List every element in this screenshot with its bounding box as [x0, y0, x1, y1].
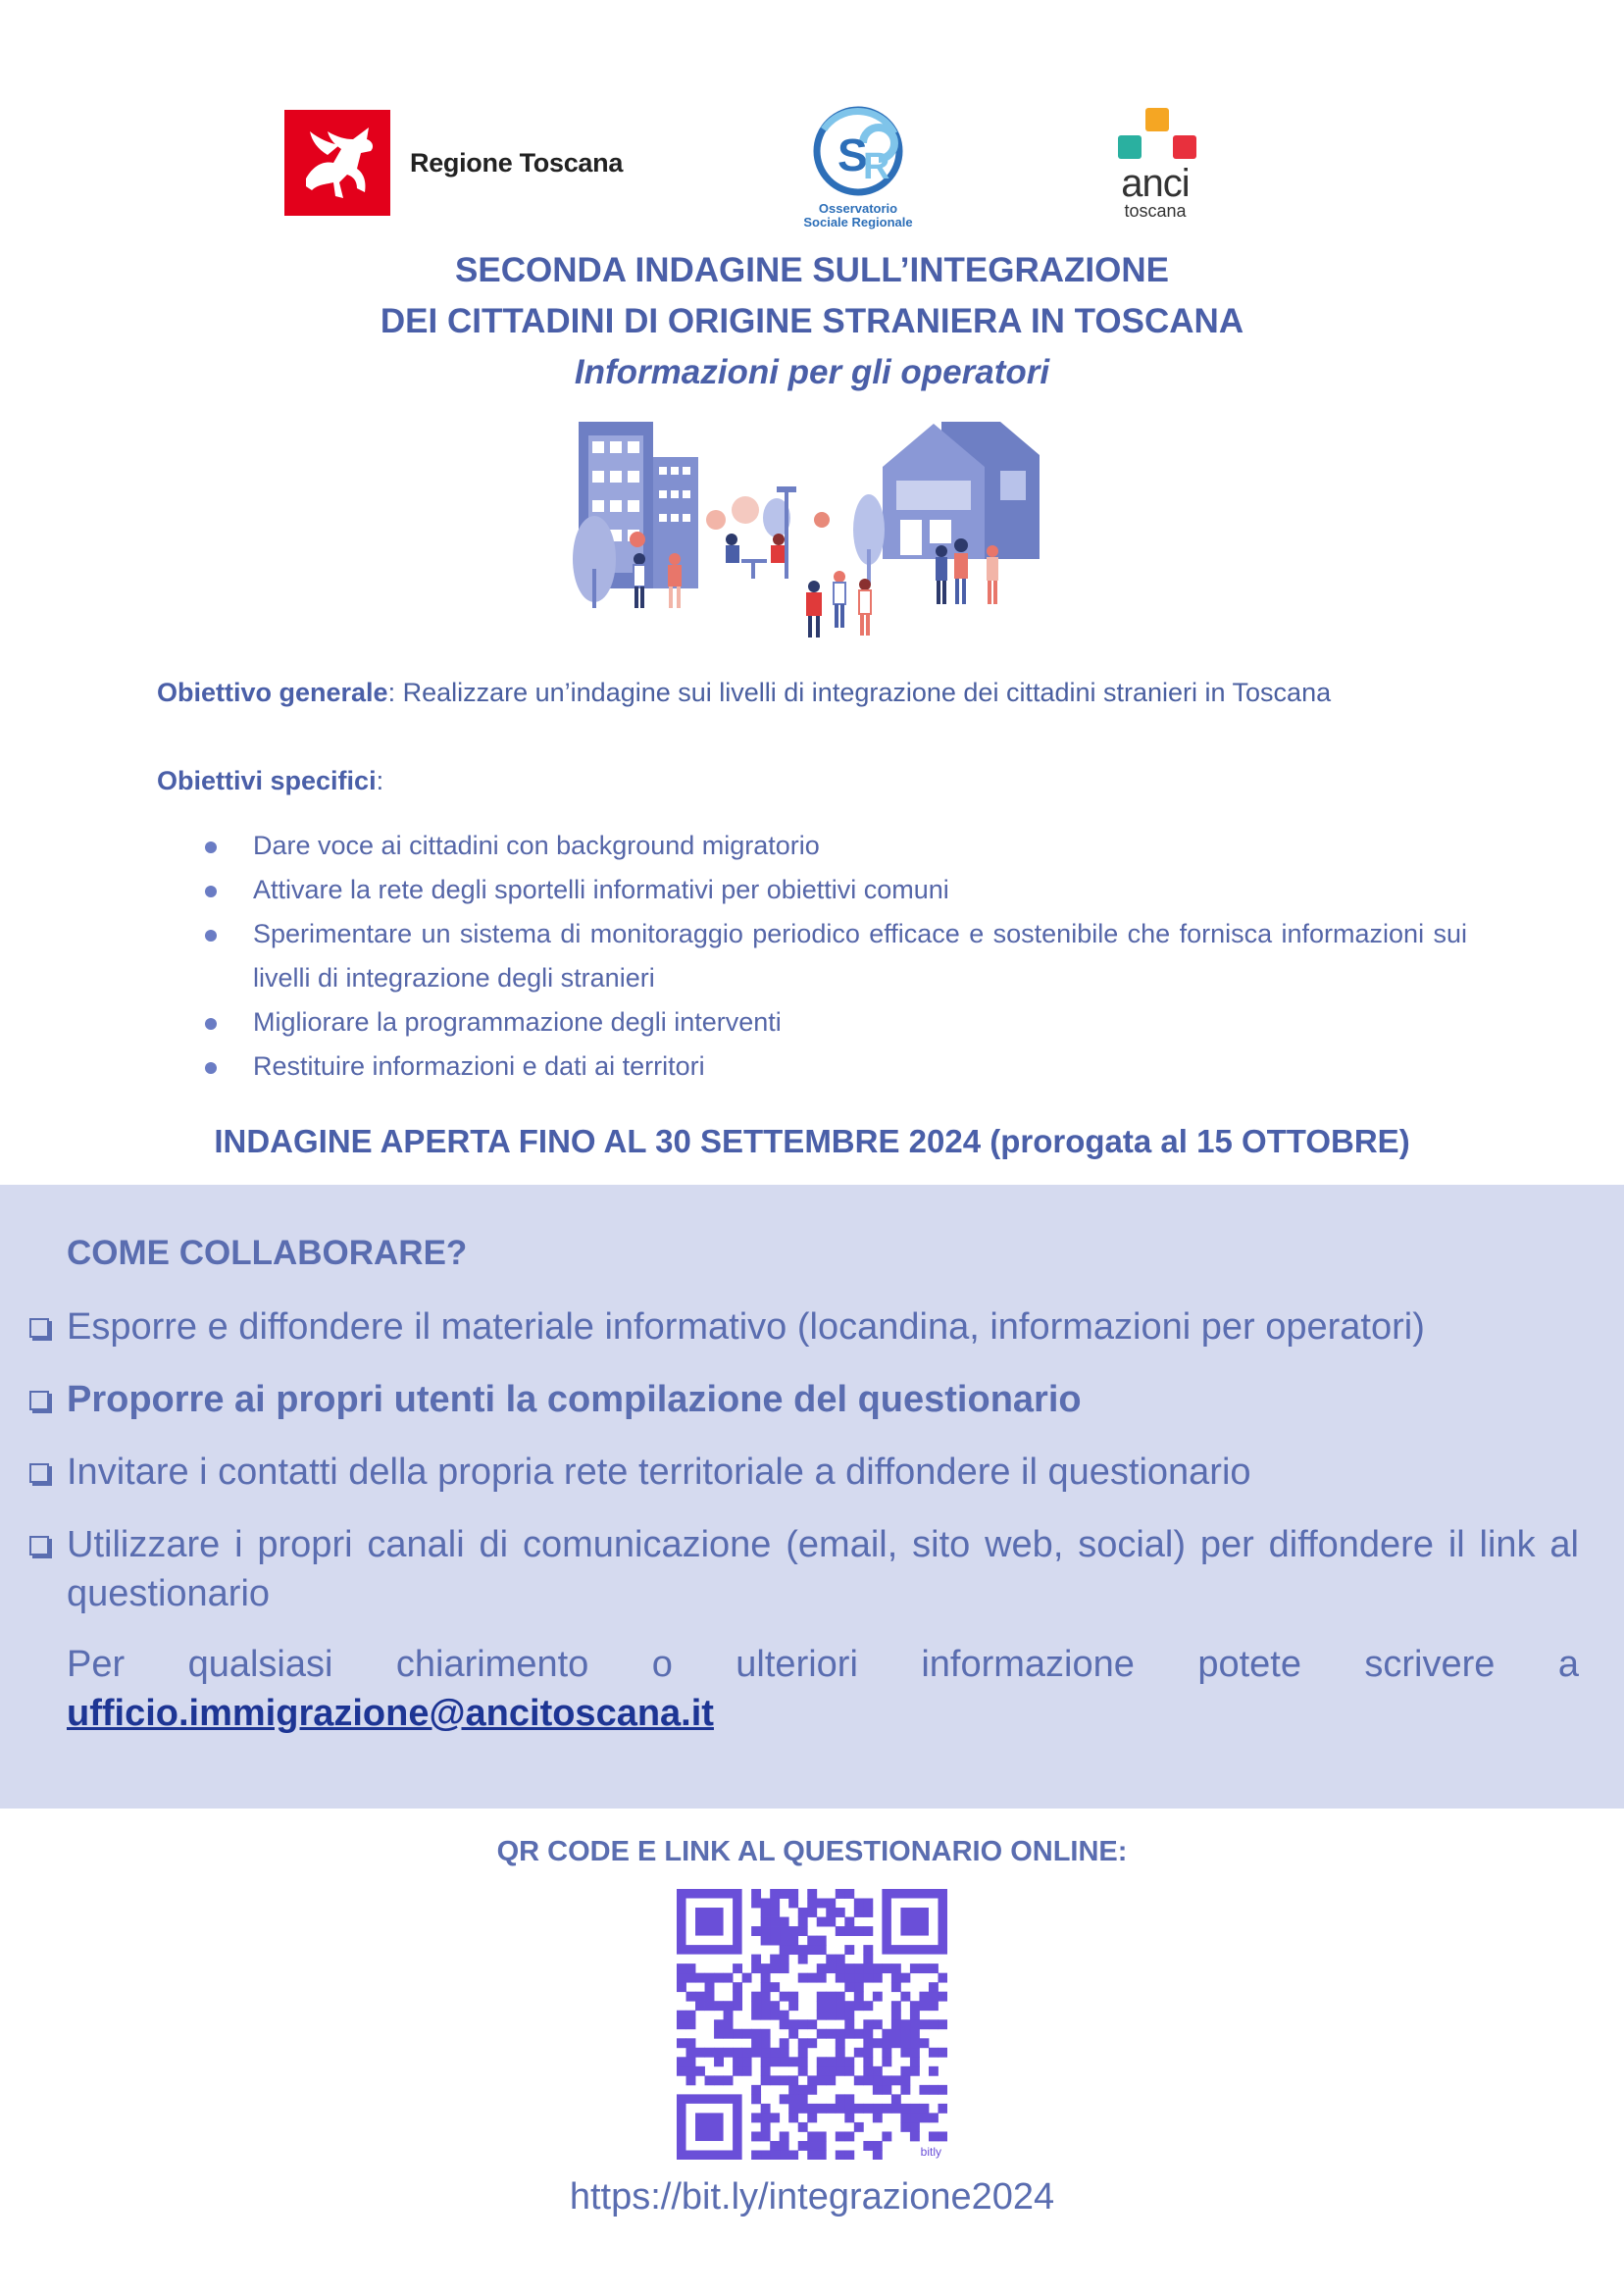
checkbox-bullet-icon [29, 1391, 49, 1410]
specific-objectives-heading: Obiettivi specifici: [157, 766, 384, 795]
regione-toscana-name: Regione Toscana [410, 147, 624, 178]
general-objective-text: : Realizzare un’indagine sui livelli di integrazione dei cittadini stranieri in Toscana [387, 678, 1332, 707]
checkbox-bullet-icon [29, 1318, 49, 1338]
collaborate-item: Proporre ai propri utenti la compilazione del questionario [29, 1375, 1579, 1424]
subtitle: Informazioni per gli operatori [574, 353, 1050, 391]
collaborate-section [0, 1185, 1624, 1809]
survey-deadline: INDAGINE APERTA FINO AL 30 SETTEMBRE 2024 (prorogata al 15 OTTOBRE) [214, 1123, 1410, 1159]
collaborate-item: Utilizzare i propri canali di comunicazione (email, sito web, social) per diffondere il link al questionario [29, 1520, 1579, 1618]
contact-email-link[interactable]: ufficio.immigrazione@ancitoscana.it [67, 1693, 714, 1734]
title-line-2: DEI CITTADINI DI ORIGINE STRANIERA IN TOSCANA [380, 302, 1244, 340]
collaborate-item: Invitare i contatti della propria rete territoriale a diffondere il questionario [29, 1448, 1579, 1497]
checkbox-bullet-icon [29, 1463, 49, 1483]
bullet-icon [205, 1062, 217, 1074]
list-item: Attivare la rete degli sportelli informativi per obiettivi comuni [157, 868, 1467, 912]
qr-title: QR CODE E LINK AL QUESTIONARIO ONLINE: [496, 1836, 1128, 1867]
bullet-icon [205, 930, 217, 942]
svg-text:R: R [863, 146, 890, 187]
osr-emblem-icon [785, 100, 932, 202]
general-objective-label: Obiettivo generale [157, 678, 388, 707]
collaborate-title: COME COLLABORARE? [67, 1234, 468, 1272]
list-item: Sperimentare un sistema di monitoraggio periodico efficace e sostenibile che fornisca informazioni sui livelli di integrazione degli stranieri [157, 912, 1467, 1000]
collaborate-item: Esporre e diffondere il materiale informativo (locandina, informazioni per operatori) [29, 1302, 1579, 1351]
osservatorio-sociale-logo [785, 100, 932, 229]
anci-wordmark: anci [1121, 162, 1190, 205]
checkbox-bullet-icon [29, 1536, 49, 1555]
regione-toscana-logo [284, 110, 623, 216]
pegasus-icon [284, 110, 390, 216]
osr-caption: Osservatorio Sociale Regionale [803, 201, 913, 229]
anci-sub: toscana [1124, 201, 1187, 221]
list-item: Dare voce ai cittadini con background migratorio [157, 824, 1467, 868]
city-people-illustration [569, 412, 1049, 647]
contact-text: Per qualsiasi chiarimento o ulteriori informazione potete scrivere a [67, 1644, 1579, 1685]
bullet-icon [205, 886, 217, 897]
list-item: Restituire informazioni e dati ai territori [157, 1045, 1467, 1089]
qr-code[interactable] [677, 1889, 947, 2160]
specific-objectives-list [157, 824, 1467, 1089]
specific-objectives-label: Obiettivi specifici [157, 766, 377, 795]
list-item: Migliorare la programmazione degli interventi [157, 1000, 1467, 1045]
general-objective [157, 671, 1467, 715]
survey-url[interactable]: https://bit.ly/integrazione2024 [569, 2176, 1055, 2218]
bullet-icon [205, 841, 217, 853]
qr-brand: bitly [920, 2145, 941, 2159]
svg-text:S: S [837, 129, 868, 180]
title-line-1: SECONDA INDAGINE SULL’INTEGRAZIONE [455, 251, 1169, 289]
bullet-icon [205, 1018, 217, 1030]
anci-toscana-logo [1106, 108, 1204, 221]
anci-squares-icon [1106, 108, 1204, 167]
